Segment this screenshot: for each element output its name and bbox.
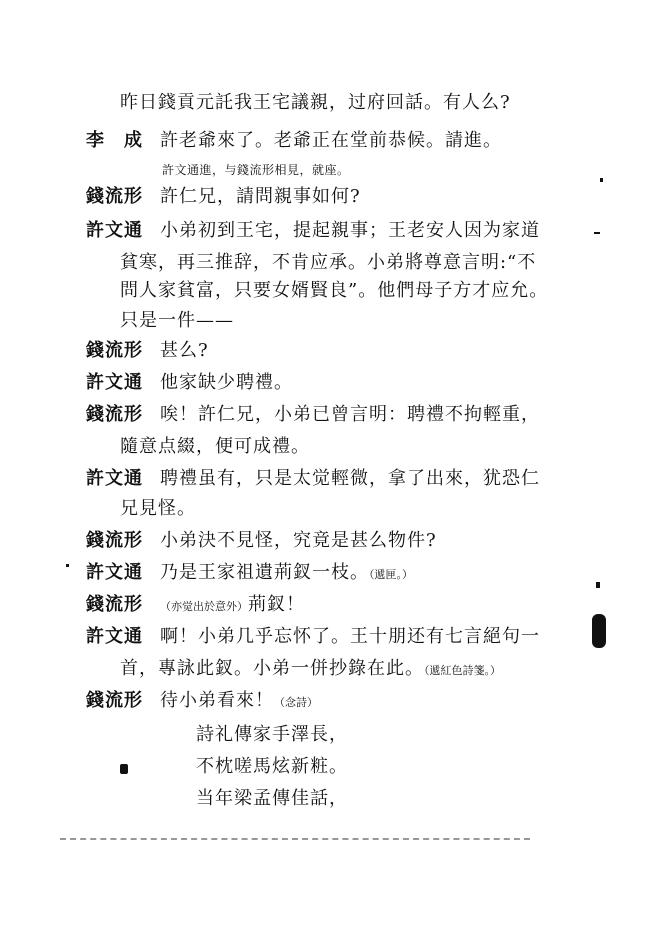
dialogue-line: 許仁兄，請問親事如何? xyxy=(160,186,361,207)
scan-speck xyxy=(66,564,69,567)
poem-line: 詩礼傳家手澤長， xyxy=(196,724,348,745)
dialogue-line: 問人家貧富，只要女婿賢良”。他們母子方才应允。 xyxy=(120,280,549,301)
dialogue-line xyxy=(120,658,501,682)
dialogue-text: 荊釵！ xyxy=(248,594,305,615)
dialogue-line xyxy=(160,562,413,586)
stage-direction: （遞匣。） xyxy=(369,568,413,581)
speaker-name: 許文通 xyxy=(86,220,143,241)
speaker-name: 許文通 xyxy=(86,372,143,393)
dialogue-line: 昨日錢貢元託我王宅議親，过府回話。有人么? xyxy=(120,92,511,113)
stage-direction: （亦觉出於意外） xyxy=(160,600,248,613)
dialogue-text: 待小弟看來！ xyxy=(160,690,274,711)
dialogue-line: 貧寒，再三推辞，不肯应承。小弟將尊意言明:“不 xyxy=(120,252,537,273)
speaker-name: 許文通 xyxy=(86,468,143,489)
poem-line: 不枕嗟馬炫新粧。 xyxy=(196,756,348,777)
speaker-name: 錢流形 xyxy=(86,530,143,551)
stage-direction: 許文通進，与錢流形相見，就座。 xyxy=(162,163,350,177)
poem-line: 当年梁孟傳佳話， xyxy=(196,788,348,809)
dialogue-text: 首，專詠此釵。小弟一併抄錄在此。 xyxy=(120,658,424,679)
ink-blot xyxy=(592,614,606,648)
ink-blot xyxy=(120,764,128,774)
dialogue-line: 隨意点綴，便可成禮。 xyxy=(120,436,310,457)
speaker-name: 錢流形 xyxy=(86,594,143,615)
speaker-name: 李 成 xyxy=(86,130,143,151)
dialogue-line: 甚么? xyxy=(160,340,209,361)
speaker-name: 錢流形 xyxy=(86,690,143,711)
scan-speck xyxy=(600,178,603,182)
speaker-name: 許文通 xyxy=(86,626,143,647)
stage-direction: （念詩） xyxy=(274,696,318,709)
dialogue-line: 小弟決不見怪，究竟是甚么物件? xyxy=(160,530,437,551)
stage-direction: （遞紅色詩箋。） xyxy=(424,664,501,677)
scan-speck xyxy=(596,582,600,588)
scan-speck xyxy=(594,232,600,234)
bottom-scan-edge xyxy=(60,838,530,840)
dialogue-line: 只是一件—— xyxy=(120,310,234,331)
dialogue-line: 聘禮虽有，只是太觉輕微，拿了出來，犹恐仁 xyxy=(160,468,540,489)
dialogue-line: 小弟初到王宅，提起親事；王老安人因为家道 xyxy=(160,220,540,241)
dialogue-line: 許老爺來了。老爺正在堂前恭候。請進。 xyxy=(160,130,502,151)
dialogue-line: 啊！小弟几乎忘怀了。王十朋还有七言絕句一 xyxy=(160,626,540,647)
speaker-name: 錢流形 xyxy=(86,404,143,425)
speaker-name: 錢流形 xyxy=(86,186,143,207)
dialogue-text: 乃是王家祖遺荊釵一枝。 xyxy=(160,562,369,583)
dialogue-line: 兄見怪。 xyxy=(120,498,196,519)
speaker-name: 許文通 xyxy=(86,562,143,583)
dialogue-line xyxy=(160,594,305,618)
dialogue-line: 唉！許仁兄，小弟已曾言明：聘禮不拘輕重， xyxy=(160,404,540,425)
dialogue-line: 他家缺少聘禮。 xyxy=(160,372,293,393)
speaker-name: 錢流形 xyxy=(86,340,143,361)
dialogue-line xyxy=(160,690,318,714)
